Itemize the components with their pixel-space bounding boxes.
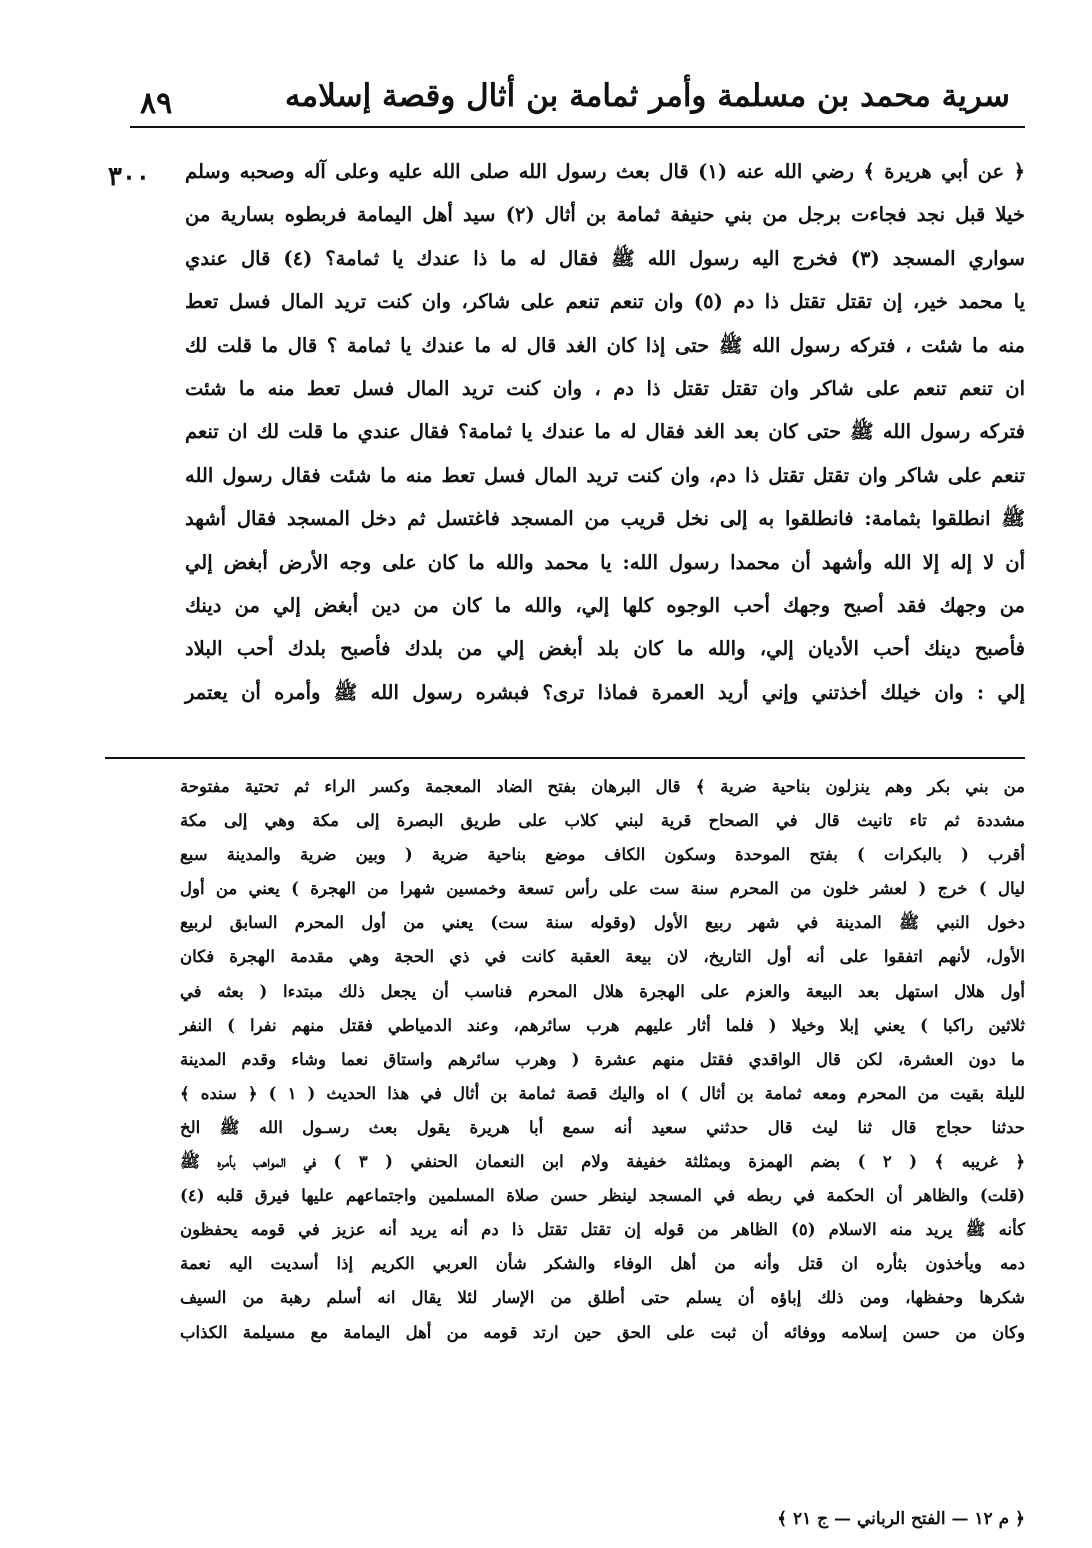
text-line: ان تنعم تنعم على شاكر وان تقتل تقتل ذا دم ، وان كنت تريد المال فسل تعط منه ما شئت	[185, 376, 1025, 400]
text-line: يا محمد خير، إن تقتل تقتل ذا دم (٥) وان تنعم تنعم على شاكر، وان كنت تريد المال فسل تعط	[185, 290, 1025, 314]
text-line: إلي : وان خيلك أخذتني وإني أريد العمرة فماذا ترى؟ فبشره رسول الله ﷺ وأمره أن يعتمر	[185, 680, 1025, 704]
footnote-line: أول هلال استهل بعد البيعة والعزم على الهجرة هلال المحرم فناسب أن يجعل ذلك مبتدءا ( بعثه في	[180, 981, 1025, 1001]
footnote-line: من بني بكر وهم ينزلون بناحية ضرية ﴾ قال البرهان بفتح الضاد المعجمة وكسر الراء ثم تحتية مفتوحة	[180, 777, 1025, 796]
text-line: فأصبح دينك أحب الأديان إلي، والله ما كان بلد أبغض إلي من بلدك فأصبح بلدك أحب البلاد	[185, 637, 1025, 661]
footnote-line: مشددة ثم تاء تانيث قال في الصحاح قرية لبني كلاب على طريق البصرة إلى مكة وهي إلى مكة	[180, 811, 1025, 831]
running-title: سرية محمد بن مسلمة وأمر ثمامة بن أثال وقصة إسلامه	[284, 78, 1010, 114]
footnote-line: ثلاثين راكبا ) يعني إبلا وخيلا ( فلما أثار عليهم هرب سائرهم، وعند الدمياطي فقتل منهم نفرا ) النفر	[180, 1015, 1025, 1035]
footnote-line: أقرب ( بالبكرات ) بفتح الموحدة وسكون الكاف موضع بناحية ضرية ( وبين ضرية والمدينة سبع	[180, 845, 1025, 865]
footnote-line: الأول، لأنهم اتفقوا على أنه أول التاريخ، لان بيعة العقبة كانت في ذي الحجة وهي مقدمة الهجرة فكان	[180, 947, 1025, 967]
page-number: ٨٩	[140, 86, 173, 121]
text-line: منه ما شئت ، فتركه رسول الله ﷺ حتى إذا كان الغد قال له ما عندك يا ثمامة ؟ قال ما قلت لك	[185, 333, 1025, 357]
footnote-line: شكرها وحفظها، ومن ذلك إباؤه أن يسلم حتى أطلق من الإسار لئلا يقال انه أسلم رهبة من السيف	[180, 1288, 1025, 1308]
text-line: من وجهك فقد أصبح وجهك أحب الوجوه كلها إلي، والله ما كان من دين أبغض إلي من دينك	[185, 593, 1025, 617]
hadith-number: ٣٠٠	[108, 162, 150, 192]
footnote-line: ما دون العشرة، لكن قال الواقدي فقتل منهم عشرة ( وهرب سائرهم واستاق نعما وشاء وقدم المدينة	[180, 1049, 1025, 1069]
footnote-line: دخول النبي ﷺ المدينة في شهر ربيع الأول (وقوله سنة ست) يعني من أول المحرم السابق لربيع	[180, 913, 1025, 933]
footnotes	[180, 770, 1025, 1510]
footnote-line: كأنه ﷺ يريد منه الاسلام (٥) الظاهر من قوله إن تقتل تقتل ذا دم أنه يريد أنه عزيز في قومه يحفظون	[180, 1220, 1025, 1240]
footnote-line: (قلت) والظاهر أن الحكمة في ربطه في المسجد لينظر حسن صلاة المسلمين واجتماعهم عليها فيرق قلبه (٤)	[180, 1186, 1025, 1206]
text-line: سواري المسجد (٣) فخرج اليه رسول الله ﷺ فقال له ما ذا عندك يا ثمامة؟ (٤) قال عندي	[185, 246, 1025, 270]
footnote-divider	[105, 757, 1025, 759]
hadith-text	[185, 150, 1025, 750]
footnote-line: دمه ويأخذون بثأره ان قتل وأنه من أهل الوفاء والشكر شأن العربي الكريم إذا أسديت اليه نعمة	[180, 1254, 1025, 1274]
print-signature: ﴿ م ١٢ — الفتح الرباني — ج ٢١ ﴾	[777, 1509, 1025, 1529]
footnote-line: ليال ) خرج ( لعشر خلون من المحرم سنة ست على رأس تسعة وخمسين شهرا من الهجرة ) يعني من أول	[180, 879, 1025, 899]
footnote-line: ﴿ غريبه ﴾ ( ٢ ) بضم الهمزة وبمثلثة خفيفة ولام ابن النعمان الحنفي ( ٣ ) في المواهب بأمره ﷺ	[180, 1152, 1025, 1172]
text-line: خيلا قبل نجد فجاءت برجل من بني حنيفة ثمامة بن أثال (٢) سيد أهل اليمامة فربطوه بسارية من	[185, 203, 1025, 227]
footnote-line: حدثنا حجاج قال ثنا ليث قال حدثني سعيد أنه سمع أبا هريرة يقول بعث رسـول الله ﷺ الخ	[180, 1117, 1025, 1137]
header-rule	[130, 126, 1025, 128]
text-line: ﷺ انطلقوا بثمامة: فانطلقوا به إلى نخل قريب من المسجد فاغتسل ثم دخل المسجد فقال أشهد	[185, 507, 1025, 531]
footnote-line: وكان من حسن إسلامه ووفائه أن ثبت على الحق حين ارتد قومه من أهل اليمامة مع مسيلمة الكذاب	[180, 1322, 1025, 1342]
text-line: ﴿ عن أبي هريرة ﴾ رضي الله عنه (١) قال بعث رسول الله صلى الله عليه وعلى آله وصحبه وسلم	[185, 160, 1025, 183]
footnote-line: لليلة بقيت من المحرم ومعه ثمامة بن أثال ) اه واليك قصة ثمامة بن أثال في هذا الحديث ( ١ ) ﴿ سنده ﴾	[180, 1083, 1026, 1103]
text-line: تنعم على شاكر وان تقتل تقتل ذا دم، وان كنت تريد المال فسل تعط منه ما شئت فقال رسول الله	[185, 463, 1025, 487]
text-line: أن لا إله إلا الله وأشهد أن محمدا رسول الله: يا محمد والله ما كان على وجه الأرض أبغض إلي	[185, 550, 1025, 574]
text-line: فتركه رسول الله ﷺ حتى كان بعد الغد فقال له ما عندك يا ثمامة؟ فقال عندي ما قلت لك ان تنعم	[185, 420, 1025, 444]
